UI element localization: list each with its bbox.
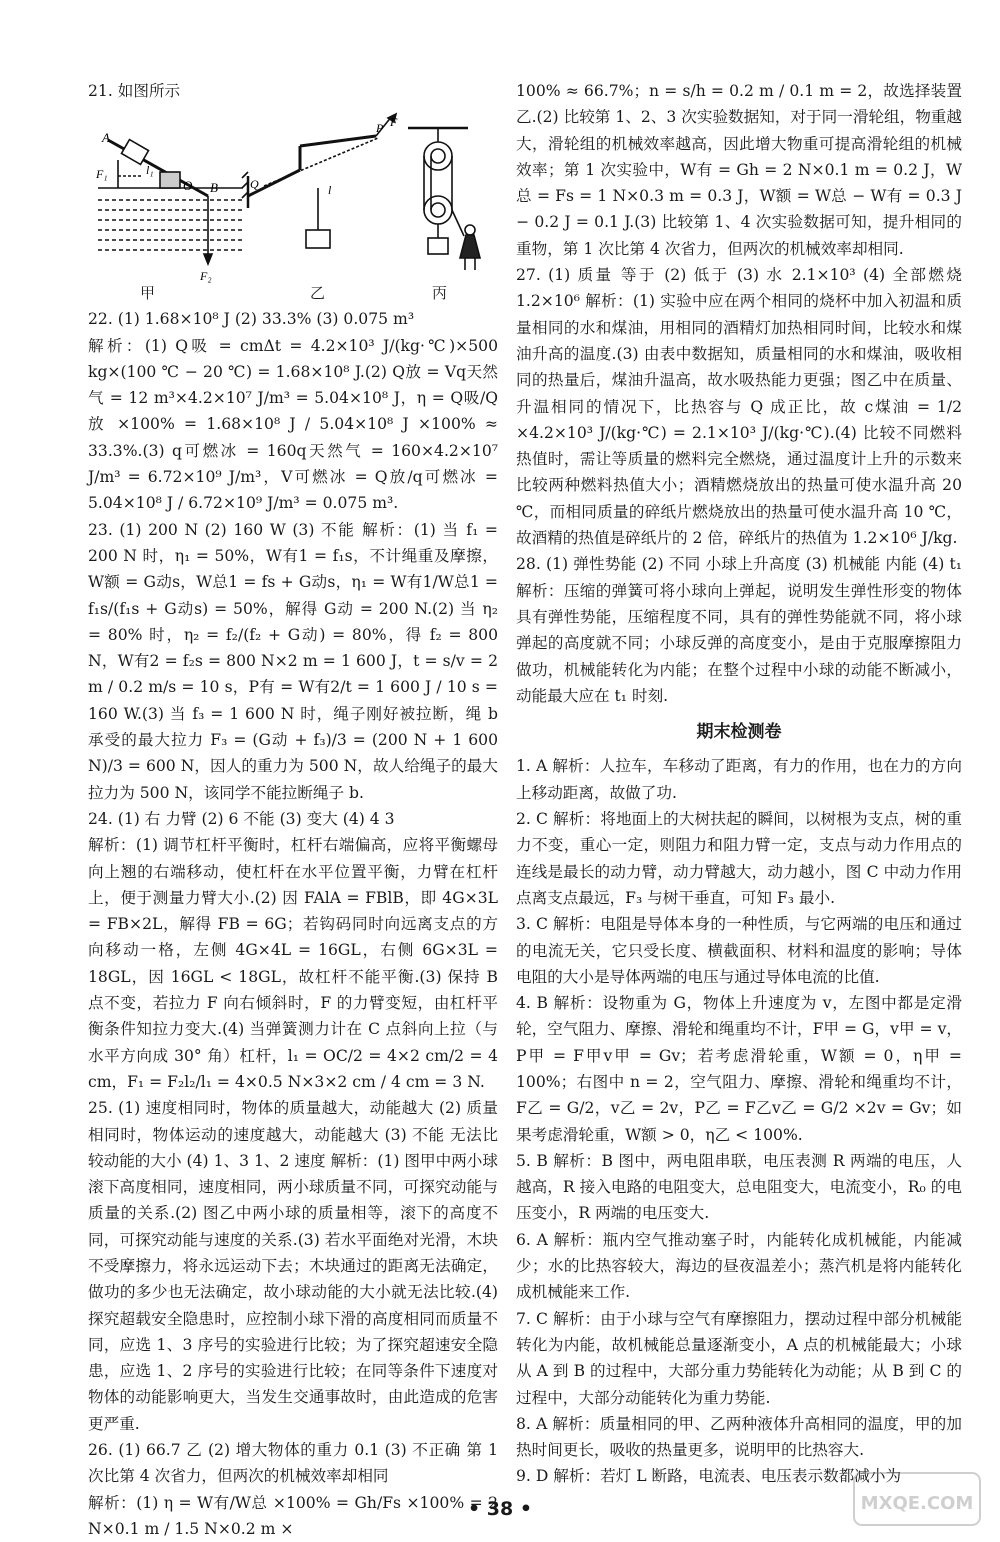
final-q9: 9. D 解析：若灯 L 断路，电流表、电压表示数都减小为: [516, 1467, 902, 1486]
lever-pulley-diagrams: [88, 108, 498, 304]
figure-label-jia: 甲: [140, 284, 156, 303]
label-F: F: [390, 115, 398, 130]
final-q6: 6. A 解析：瓶内空气推动塞子时，内能转化成机械能，内能减少；水的比热容较大，海边的昼夜温差小；蒸汽机是将内能转化成机械能来工作.: [516, 1230, 962, 1302]
q21-intro: 21. 如图所示: [88, 82, 181, 100]
q28-answer: 28. (1) 弹性势能 (2) 不同 小球上升高度 (3) 机械能 内能 (4) t₁ 解析：压缩的弹簧可将小球向上弹起，说明发生弹性形变的物体具有弹性势能，压缩程度不同，具有的弹性势能就不同，将小球弹起的高度就不同；小球反弹的高度变小，是由于克服摩擦阻力做功，机械能转化为内能；在整个过程中小球的动能不断减小，动能最大应在 t₁ 时刻.: [516, 555, 962, 705]
figure-label-bing: 丙: [432, 284, 448, 303]
figure-group-21: [88, 108, 498, 304]
label-F1: F₁: [96, 167, 108, 182]
final-q8: 8. A 解析：质量相同的甲、乙两种液体升高相同的温度，甲的加热时间更长，吸收的热量更多，说明甲的比热容大.: [516, 1414, 962, 1460]
label-O: O: [183, 178, 193, 194]
figure-bing: [408, 128, 480, 270]
figure-label-yi: 乙: [310, 284, 326, 303]
final-q2: 2. C 解析：将地面上的大树扶起的瞬间，以树根为支点，树的重力不变，重心一定，则阻力和阻力臂一定，支点与动力作用点的连线是最长的动力臂，动力臂越大，动力越小，图 C 中动力作用点离支点最远，F₃ 与树干垂直，可知 F₃ 最小.: [516, 810, 962, 907]
label-B: B: [210, 180, 218, 196]
label-l1: l₁: [146, 163, 154, 178]
q22-answer: 22. (1) 1.68×10⁸ J (2) 33.3% (3) 0.075 m³: [88, 310, 415, 329]
label-l: l: [328, 183, 332, 198]
label-F2: F₂: [200, 269, 212, 284]
final-q5: 5. B 解析：B 图中，两电阻串联，电压表测 R 两端的电压，人越高，R 接入电路的电阻变大，总电阻变大，电流变小，R₀ 的电压变小，R 两端的电压变大.: [516, 1151, 962, 1223]
final-q1: 1. A 解析：人拉车，车移动了距离，有力的作用，也在力的方向上移动距离，故做了功.: [516, 757, 962, 802]
figure-jia: [98, 140, 243, 264]
q25-answer: 25. (1) 速度相同时，物体的质量越大，动能越大 (2) 质量相同时，物体运动的速度越大，动能越大 (3) 不能 无法比较动能的大小 (4) 1、3 1、2 速度 解析：(1) 图甲中两小球滚下高度相同，速度相同，两小球质量不同，可探究动能与质量的关系.(2) 图乙中两小球的质量相等，滚下的高度不同，可探究动能与速度的关系.(3) 若水平面绝对光滑，木块不受摩擦力，将永远运动下去；木块通过的距离无法确定，做功的多少也无法确定，故小球动能的大小就无法比较.(4) 探究超载安全隐患时，应控制小球下滑的高度相同而质量不同，应选 1、3 序号的实验进行比较；为了探究超速安全隐患，应选 1、2 序号的实验进行比较；在同等条件下速度对物体的动能影响更大，当发生交通事故时，由此造成的危害更严重.: [88, 1099, 498, 1433]
q27-answer: 27. (1) 质量 等于 (2) 低于 (3) 水 2.1×10³ (4) 全部燃烧 1.2×10⁶ 解析：(1) 实验中应在两个相同的烧杯中加入初温和质量相同的水和煤油，用相同的酒精灯加热相同时间，比较水和煤油升高的温度.(3) 由表中数据知，质量相同的水和煤油，吸收相同的热量后，煤油升温高，故水吸热能力更强；图乙中在质量、升温相同的情况下，比热容与 Q 成正比，故 c煤油 = 1/2 ×4.2×10³ J/(kg·℃) = 2.1×10³ J/(kg·℃).(4) 比较不同燃料热值时，需让等质量的燃料完全燃烧，通过温度计上升的示数来比较两种燃料热值大小；酒精燃烧放出的热量可使水温升高 20 ℃，而相同质量的碎纸片燃烧放出的热量可使水温升高 10 ℃，故酒精的热值是碎纸片的 2 倍，碎纸片的热值为 1.2×10⁶ J/kg.: [516, 266, 962, 548]
q22-explanation: 解析：(1) Q吸 = cmΔt = 4.2×10³ J/(kg·℃)×500 kg×(100 ℃ − 20 ℃) = 1.68×10⁸ J.(2) Q放 = Vq天然气 = 12 m³×4.2×10⁷ J/m³ = 5.04×10⁸ J，η = Q吸/Q放 ×100% = 1.68×10⁸ J / 5.04×10⁸ J ×100% ≈ 33.3%.(3) q可燃冰 = 160q天然气 = 160×4.2×10⁷ J/m³ = 6.72×10⁹ J/m³，V可燃冰 = Q放/q可燃冰 = 5.04×10⁸ J / 6.72×10⁹ J/m³ = 0.075 m³.: [88, 336, 498, 513]
q24-explanation: 解析：(1) 调节杠杆平衡时，杠杆右端偏高，应将平衡螺母向上翘的右端移动，使杠杆在水平位置平衡，力臂在杠杆上，便于测量力臂大小.(2) 因 FAlA = FBlB，即 4G×3L = FB×2L，解得 FB = 6G；若钩码同时向远离支点的方向移动一格，左侧 4G×4L = 16GL，右侧 6G×3L = 18GL，因 16GL < 18GL，故杠杆不能平衡.(3) 保持 B 点不变，若拉力 F 向右倾斜时，F 的力臂变短，由杠杆平衡条件知拉力变大.(4) 当弹簧测力计在 C 点斜向上拉（与水平方向成 30° 角）杠杆，l₁ = OC/2 = 4×2 cm/2 = 4 cm，F₁ = F₂l₂/l₁ = 4×0.5 N×3×2 cm / 4 cm = 3 N.: [88, 836, 498, 1091]
section-title: 期末检测卷: [696, 722, 782, 743]
q24-answer: 24. (1) 右 力臂 (2) 6 不能 (3) 变大 (4) 4 3: [88, 809, 395, 828]
final-q4: 4. B 解析：设物重为 G，物体上升速度为 v，左图中都是定滑轮，空气阻力、摩擦、滑轮和绳重均不计，F甲 = G，v甲 = v，P甲 = F甲v甲 = Gv；若考虑滑轮重，W额 = 0，η甲 = 100%；右图中 n = 2，空气阻力、摩擦、滑轮和绳重均不计，F乙 = G/2，v乙 = 2v，P乙 = F乙v乙 = G/2 ×2v = Gv；如果考虑滑轮重，W额 > 0，η乙 < 100%.: [516, 994, 962, 1144]
svg-text:MXQE.COM: MXQE.COM: [860, 1493, 974, 1514]
q26-explanation: 解析：(1) η = W有/W总 ×100% = Gh/Fs ×100% = 2 N×0.1 m / 1.5 N×0.2 m ×: [88, 1493, 498, 1538]
right-column: [516, 78, 962, 1490]
q26-answer: 26. (1) 66.7 乙 (2) 增大物体的重力 0.1 (3) 不正确 第 1 次比第 4 次省力，但两次的机械效率却相同: [88, 1441, 498, 1486]
page-number: • 38 •: [468, 1498, 532, 1520]
q26-explanation-cont: 100% ≈ 66.7%；n = s/h = 0.2 m / 0.1 m = 2，故选择装置乙.(2) 比较第 1、2、3 次实验数据知，对于同一滑轮组，物重越大，滑轮组的机械效率越高，因此增大物重可提高滑轮组的机械效率；第 1 次实验中，W有 = Gh = 2 N×0.1 m = 0.2 J，W总 = Fs = 1 N×0.3 m = 0.3 J，W额 = W总 − W有 = 0.3 J − 0.2 J = 0.1 J.(3) 比较第 1、4 次实验数据可知，提升相同的重物，第 1 次比第 4 次省力，但两次的机械效率却相同.: [516, 82, 962, 258]
final-q3: 3. C 解析：电阻是导体本身的一种性质，与它两端的电压和通过的电流无关，它只受长度、横截面积、材料和温度的影响；导体电阻的大小是导体两端的电压与通过导体电流的比值.: [516, 915, 962, 986]
label-Q: Q: [250, 177, 259, 192]
figure-yi: [242, 114, 396, 248]
q23-answer: 23. (1) 200 N (2) 160 W (3) 不能 解析：(1) 当 f₁ = 200 N 时，η₁ = 50%，W有1 = f₁s，不计绳重及摩擦，W额 = G动s，W总1 = fs + G动s，η₁ = W有1/W总1 = f₁s/(f₁s + G动s) = 50%，解得 G动 = 200 N.(2) 当 η₂ = 80% 时，η₂ = f₂/(f₂ + G动) = 80%，得 f₂ = 800 N，W有2 = f₂s = 800 N×2 m = 1 600 J，t = s/v = 2 m / 0.2 m/s = 10 s，P有 = W有2/t = 1 600 J / 10 s = 160 W.(3) 当 f₃ = 1 600 N 时，绳子刚好被拉断，绳 b 承受的最大拉力 F₃ = (G动 + f₃)/3 = (200 N + 1 600 N)/3 = 600 N，因人的重力为 500 N，故人给绳子的最大拉力为 500 N，该同学不能拉断绳子 b.: [88, 520, 498, 802]
label-A: A: [102, 130, 110, 146]
final-q7: 7. C 解析：由于小球与空气有摩擦阻力，摆动过程中部分机械能转化为内能，故机械能总量逐渐变小，A 点的机械能最大；小球从 A 到 B 的过程中，大部分重力势能转化为动能；从 B 到 C 的过程中，大部分动能转化为重力势能.: [516, 1309, 962, 1407]
label-P: P: [376, 121, 384, 136]
left-column: [88, 78, 498, 1542]
watermark-logo: [852, 1469, 982, 1529]
